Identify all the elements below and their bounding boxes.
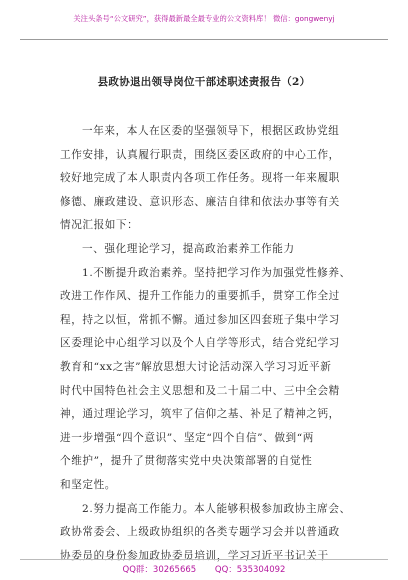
paragraph-line: 教育和“xx之害”解放思想大讨论活动深入学习习近平新 (60, 360, 332, 373)
qq-number: QQ：535304092 (214, 565, 286, 575)
paragraph-line: 和坚定性。 (60, 478, 116, 491)
paragraph-line: 修德、廉政建设、意识形态、廉洁自律和依法办事等有关 (60, 195, 340, 208)
contact-footer (0, 563, 408, 575)
paragraph-line: 2.努力提高工作能力。本人能够积极参加政协主席会、 (82, 502, 351, 515)
paragraph-line: 个维护”，提升了贯彻落实党中央决策部署的自觉性 (60, 455, 313, 468)
paragraph-line: 1.不断提升政治素养。坚持把学习作为加强党性修养、 (82, 266, 351, 279)
paragraph-line: 较好地完成了本人职责内各项工作任务。现将一年来履职 (60, 172, 340, 185)
header-divider (20, 39, 388, 40)
footer-divider (20, 559, 388, 560)
promo-header: 关注头条号“公文研究”，获得最新最全最专业的公文资料库！ 微信：gongwenyj (73, 14, 335, 23)
paragraph-line: 工作安排，认真履行职责，围绕区委区政府的中心工作， (60, 148, 340, 161)
paragraph-line: 神，通过理论学习，筑牢了信仰之基、补足了精神之钙， (60, 408, 340, 421)
paragraph-line: 程，持之以恒，常抓不懈。通过参加区四套班子集中学习 (60, 313, 340, 326)
qq-group-number: QQ群：30265665 (122, 565, 197, 575)
paragraph-line: 改进工作作风、提升工作能力的重要抓手，贯穿工作全过 (60, 290, 340, 303)
document-title: 县政协退出领导岗位干部述职述责报告（2） (97, 76, 311, 88)
paragraph-line: 时代中国特色社会主义思想和及二十届二中、三中全会精 (60, 384, 340, 397)
document-body (60, 120, 352, 568)
paragraph-line: 情况汇报如下： (60, 219, 139, 232)
section-heading: 一、强化理论学习，提高政治素养工作能力 (82, 242, 295, 255)
paragraph-line: 协委员的身份参加政协委员培训，学习习近平书记关于 (60, 549, 329, 562)
paragraph-line: 一年来，本人在区委的坚强领导下，根据区政协党组 (82, 125, 340, 137)
paragraph-line: 政协常委会、上级政协组织的各类专题学习会并以普通政 (60, 526, 340, 539)
paragraph-line: 进一步增强“四个意识”、坚定“四个自信”、做到“两 (60, 431, 314, 444)
paragraph-line: 区委理论中心组学习以及个人自学等形式，结合党纪学习 (60, 337, 340, 350)
